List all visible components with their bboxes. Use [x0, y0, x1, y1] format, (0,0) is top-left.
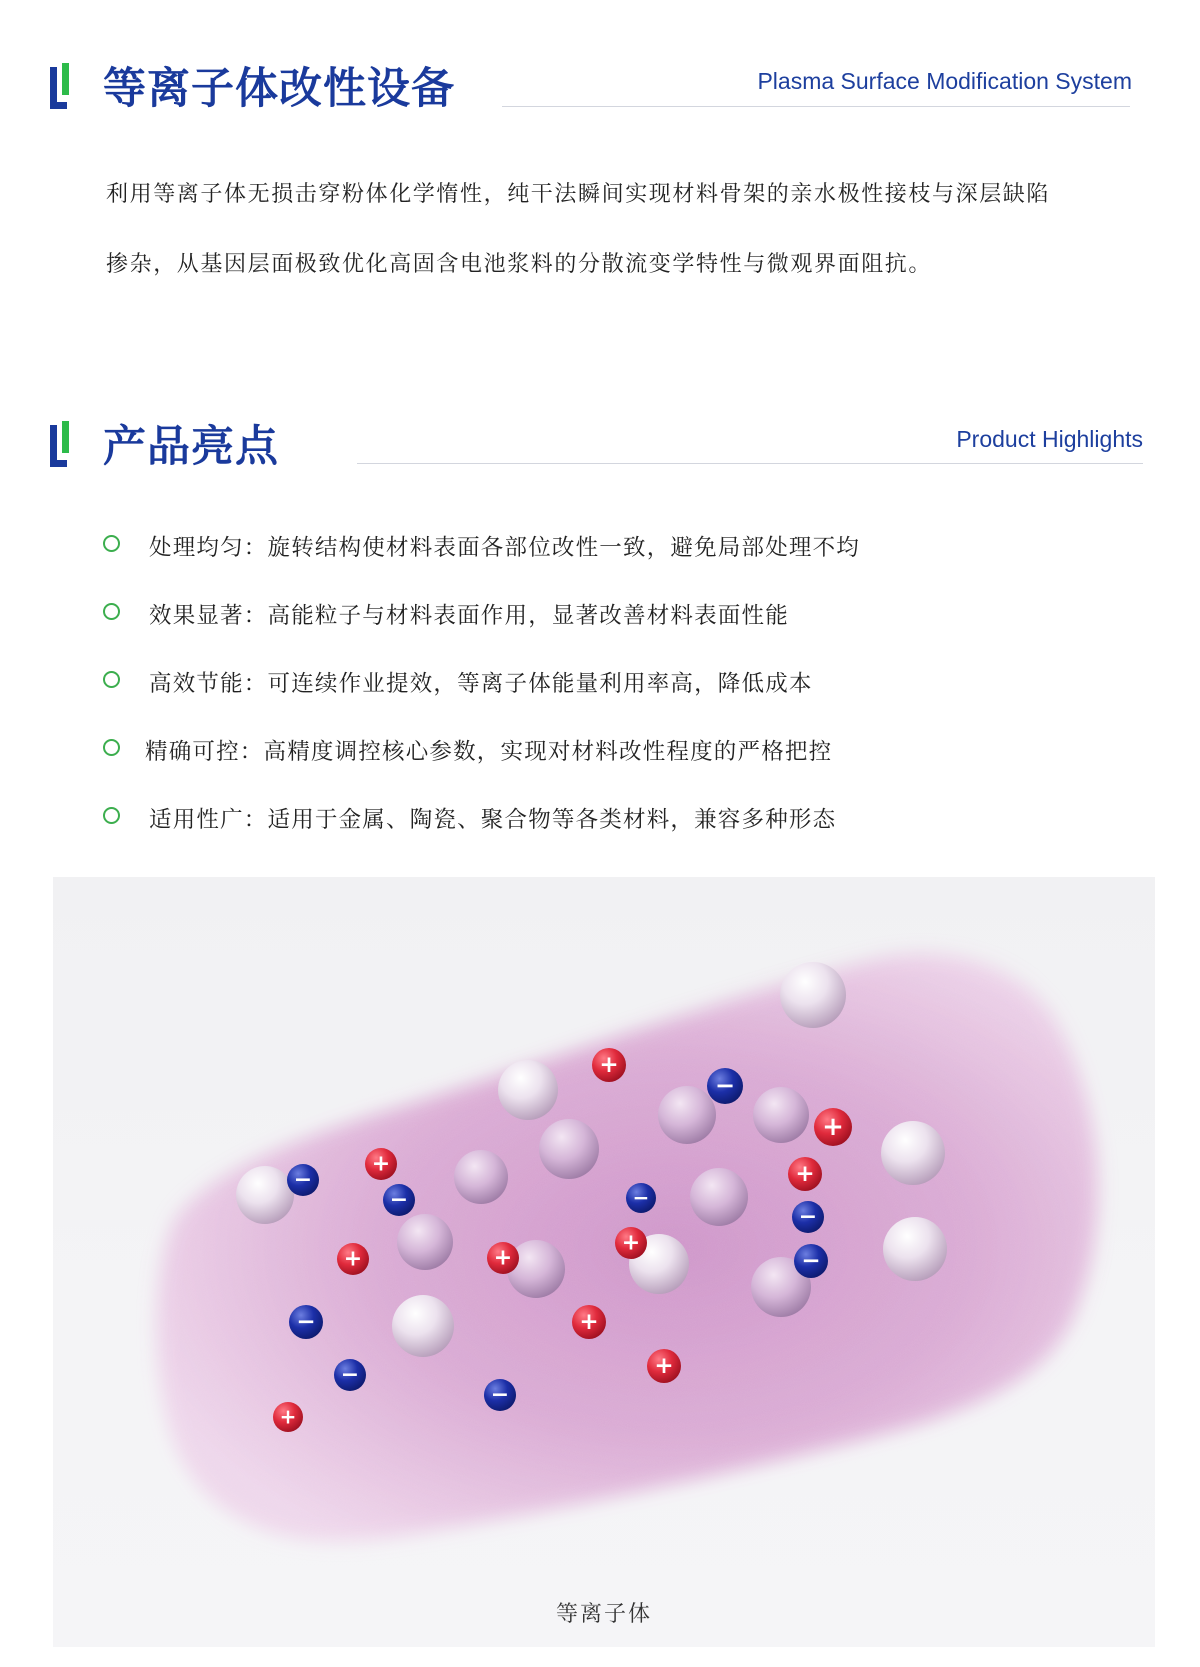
- minus-sign-icon: −: [340, 1362, 360, 1388]
- minus-sign-icon: −: [293, 1167, 313, 1193]
- highlight-text: 效果显著：高能粒子与材料表面作用，显著改善材料表面性能: [149, 603, 789, 629]
- plus-sign-icon: +: [279, 1404, 297, 1429]
- neutral-particle: [539, 1119, 599, 1179]
- highlight-text: 高效节能：可连续作业提效，等离子体能量利用率高，降低成本: [149, 671, 813, 697]
- plus-sign-icon: +: [343, 1246, 363, 1272]
- neutral-particle: [881, 1121, 945, 1185]
- intro-line: 利用等离子体无损击穿粉体化学惰性，纯干法瞬间实现材料骨架的亲水极性接枝与深层缺陷: [106, 182, 1051, 207]
- plus-sign-icon: +: [822, 1111, 844, 1142]
- plus-sign-icon: +: [654, 1353, 674, 1380]
- neutral-particle: [498, 1060, 558, 1120]
- section-subtitle: Plasma Surface Modification System: [757, 68, 1132, 94]
- section-divider: [357, 463, 1143, 464]
- highlight-text: 适用性广：适用于金属、陶瓷、聚合物等各类材料，兼容多种形态: [149, 807, 837, 833]
- minus-sign-icon: −: [632, 1185, 650, 1210]
- neutral-particle: [454, 1150, 508, 1204]
- plasma-illustration: [53, 877, 1155, 1647]
- neutral-particle: [658, 1086, 716, 1144]
- highlight-text: 处理均匀：旋转结构使材料表面各部位改性一致，避免局部处理不均: [149, 535, 861, 561]
- neutral-particle: [883, 1217, 947, 1281]
- plus-sign-icon: +: [795, 1161, 815, 1188]
- figure-caption: 等离子体: [555, 1602, 652, 1627]
- circle-bullet-icon: [103, 603, 120, 620]
- minus-sign-icon: −: [296, 1309, 316, 1336]
- brand-mark-icon: [50, 63, 72, 109]
- plasma-diagram: [53, 877, 1155, 1647]
- neutral-particle: [753, 1087, 809, 1143]
- minus-sign-icon: −: [714, 1071, 736, 1100]
- neutral-particle: [690, 1168, 748, 1226]
- plus-sign-icon: +: [599, 1052, 619, 1079]
- section-header-equipment: [0, 55, 1200, 115]
- plus-sign-icon: +: [621, 1230, 641, 1256]
- plus-sign-icon: +: [493, 1245, 513, 1271]
- circle-bullet-icon: [103, 671, 120, 688]
- brand-mark-icon: [50, 421, 72, 467]
- section-title: 等离子体改性设备: [103, 64, 455, 114]
- circle-bullet-icon: [103, 807, 120, 824]
- minus-sign-icon: −: [490, 1382, 510, 1408]
- neutral-particle: [236, 1166, 294, 1224]
- intro-line: 掺杂，从基因层面极致优化高固含电池浆料的分散流变学特性与微观界面阻抗。: [106, 252, 933, 277]
- highlight-text: 精确可控：高精度调控核心参数，实现对材料改性程度的严格把控: [145, 739, 833, 765]
- neutral-particle: [780, 962, 846, 1028]
- plus-sign-icon: +: [579, 1309, 599, 1336]
- minus-sign-icon: −: [801, 1248, 821, 1275]
- section-divider: [502, 106, 1130, 107]
- section-subtitle: Product Highlights: [956, 426, 1143, 452]
- neutral-particle: [397, 1214, 453, 1270]
- section-header-highlights: [0, 413, 1200, 473]
- section-title: 产品亮点: [103, 422, 279, 472]
- circle-bullet-icon: [103, 739, 120, 756]
- neutral-particle: [392, 1295, 454, 1357]
- circle-bullet-icon: [103, 535, 120, 552]
- plus-sign-icon: +: [371, 1151, 391, 1177]
- intro-paragraph: [106, 160, 1146, 300]
- minus-sign-icon: −: [798, 1204, 818, 1230]
- minus-sign-icon: −: [389, 1187, 409, 1213]
